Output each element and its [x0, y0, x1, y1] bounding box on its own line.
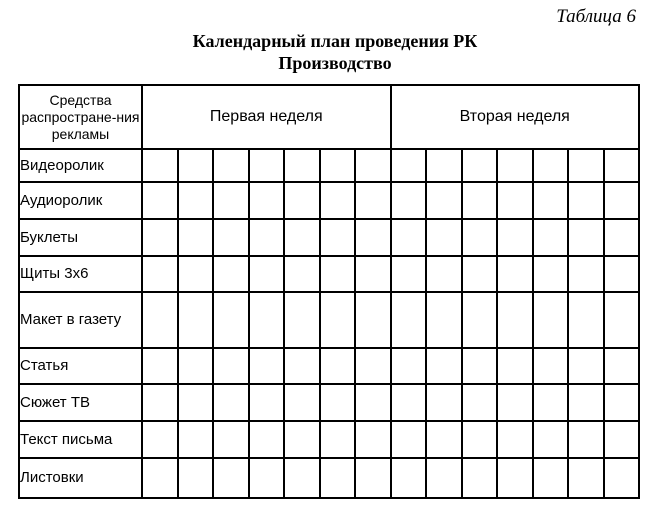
day-cell [249, 219, 285, 256]
day-cell [355, 292, 391, 348]
day-cell [604, 458, 640, 498]
day-cell [462, 219, 498, 256]
day-cell [320, 182, 356, 219]
day-cell [604, 421, 640, 458]
table-row [19, 384, 639, 421]
header-row [19, 85, 639, 149]
day-cell [213, 292, 249, 348]
day-cell [142, 421, 178, 458]
day-cell [533, 348, 569, 384]
row-label: Сюжет ТВ [19, 384, 142, 421]
row-label: Статья [19, 348, 142, 384]
table-row [19, 219, 639, 256]
day-cell [213, 219, 249, 256]
day-cell [604, 348, 640, 384]
row-label: Буклеты [19, 219, 142, 256]
day-cell [178, 421, 214, 458]
day-cell [178, 348, 214, 384]
day-cell [320, 384, 356, 421]
day-cell [320, 348, 356, 384]
day-cell [284, 348, 320, 384]
day-cell [249, 256, 285, 292]
table-row [19, 256, 639, 292]
day-cell [178, 219, 214, 256]
day-cell [426, 384, 462, 421]
day-cell [391, 149, 427, 182]
day-cell [213, 256, 249, 292]
day-cell [213, 384, 249, 421]
day-cell [178, 149, 214, 182]
day-cell [249, 149, 285, 182]
day-cell [462, 182, 498, 219]
header-week-2: Вторая неделя [391, 85, 640, 149]
day-cell [497, 219, 533, 256]
table-row [19, 149, 639, 182]
day-cell [462, 384, 498, 421]
day-cell [320, 256, 356, 292]
day-cell [284, 256, 320, 292]
day-cell [426, 458, 462, 498]
day-cell [568, 256, 604, 292]
day-cell [142, 292, 178, 348]
day-cell [320, 149, 356, 182]
day-cell [249, 421, 285, 458]
day-cell [426, 256, 462, 292]
day-cell [178, 256, 214, 292]
day-cell [213, 149, 249, 182]
day-cell [249, 384, 285, 421]
day-cell [426, 348, 462, 384]
day-cell [497, 149, 533, 182]
table-row [19, 458, 639, 498]
day-cell [462, 348, 498, 384]
day-cell [497, 348, 533, 384]
day-cell [604, 219, 640, 256]
day-cell [426, 219, 462, 256]
day-cell [284, 219, 320, 256]
day-cell [284, 182, 320, 219]
day-cell [391, 292, 427, 348]
day-cell [391, 219, 427, 256]
day-cell [320, 421, 356, 458]
day-cell [355, 458, 391, 498]
day-cell [568, 292, 604, 348]
row-label: Макет в газету [19, 292, 142, 348]
day-cell [533, 458, 569, 498]
day-cell [284, 421, 320, 458]
row-label: Аудиоролик [19, 182, 142, 219]
day-cell [497, 292, 533, 348]
day-cell [568, 458, 604, 498]
day-cell [178, 292, 214, 348]
day-cell [355, 421, 391, 458]
row-label: Щиты 3х6 [19, 256, 142, 292]
day-cell [320, 219, 356, 256]
day-cell [391, 348, 427, 384]
day-cell [284, 149, 320, 182]
day-cell [533, 219, 569, 256]
table-row [19, 182, 639, 219]
day-cell [533, 149, 569, 182]
day-cell [142, 384, 178, 421]
day-cell [568, 348, 604, 384]
day-cell [391, 182, 427, 219]
day-cell [568, 421, 604, 458]
day-cell [426, 292, 462, 348]
calendar-plan-table [18, 84, 640, 499]
day-cell [568, 149, 604, 182]
day-cell [355, 256, 391, 292]
day-cell [426, 421, 462, 458]
day-cell [462, 292, 498, 348]
day-cell [426, 149, 462, 182]
day-cell [391, 256, 427, 292]
day-cell [142, 458, 178, 498]
day-cell [178, 458, 214, 498]
table-row [19, 292, 639, 348]
day-cell [462, 256, 498, 292]
day-cell [355, 149, 391, 182]
day-cell [568, 384, 604, 421]
day-cell [533, 182, 569, 219]
day-cell [604, 256, 640, 292]
day-cell [320, 458, 356, 498]
day-cell [604, 292, 640, 348]
day-cell [355, 348, 391, 384]
day-cell [249, 292, 285, 348]
day-cell [178, 384, 214, 421]
day-cell [284, 384, 320, 421]
row-label: Текст письма [19, 421, 142, 458]
table-title [0, 30, 670, 74]
day-cell [462, 421, 498, 458]
table-row [19, 421, 639, 458]
table-row [19, 348, 639, 384]
day-cell [497, 256, 533, 292]
day-cell [497, 458, 533, 498]
day-cell [178, 182, 214, 219]
day-cell [142, 182, 178, 219]
day-cell [355, 219, 391, 256]
day-cell [426, 182, 462, 219]
day-cell [249, 348, 285, 384]
day-cell [497, 384, 533, 421]
day-cell [213, 421, 249, 458]
day-cell [604, 384, 640, 421]
day-cell [213, 182, 249, 219]
day-cell [391, 384, 427, 421]
day-cell [249, 458, 285, 498]
day-cell [462, 458, 498, 498]
day-cell [533, 384, 569, 421]
day-cell [320, 292, 356, 348]
day-cell [533, 292, 569, 348]
day-cell [213, 348, 249, 384]
day-cell [568, 182, 604, 219]
day-cell [142, 256, 178, 292]
title-line-2: Производство [278, 53, 392, 73]
day-cell [142, 348, 178, 384]
day-cell [604, 182, 640, 219]
day-cell [142, 219, 178, 256]
day-cell [497, 182, 533, 219]
day-cell [533, 421, 569, 458]
day-cell [142, 149, 178, 182]
day-cell [284, 292, 320, 348]
row-label: Видеоролик [19, 149, 142, 182]
table-number: Таблица 6 [556, 6, 636, 27]
header-week-1: Первая неделя [142, 85, 391, 149]
day-cell [462, 149, 498, 182]
day-cell [355, 384, 391, 421]
day-cell [391, 458, 427, 498]
day-cell [355, 182, 391, 219]
day-cell [391, 421, 427, 458]
header-media-label: Средства распростране-ния рекламы [19, 85, 142, 149]
day-cell [568, 219, 604, 256]
day-cell [284, 458, 320, 498]
day-cell [249, 182, 285, 219]
row-label: Листовки [19, 458, 142, 498]
day-cell [604, 149, 640, 182]
day-cell [213, 458, 249, 498]
day-cell [497, 421, 533, 458]
day-cell [533, 256, 569, 292]
title-line-1: Календарный план проведения РК [192, 31, 478, 51]
